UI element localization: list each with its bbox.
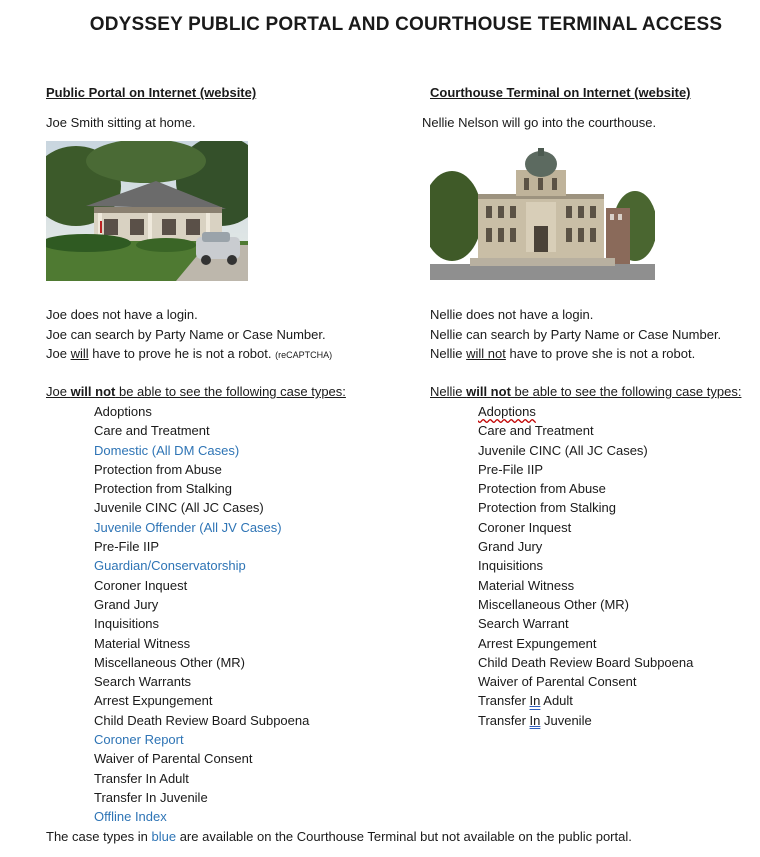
courthouse-case-type: Miscellaneous Other (MR) — [478, 596, 629, 612]
courthouse-terminal-heading: Courthouse Terminal on Internet (website) — [430, 85, 691, 100]
public-portal-case-type: Juvenile CINC (All JC Cases) — [94, 500, 264, 516]
nellie-search-line: Nellie can search by Party Name or Case Number. — [430, 327, 722, 342]
house-photo — [46, 141, 248, 281]
courthouse-case-type: Arrest Expungement — [478, 635, 597, 651]
public-portal-case-type: Protection from Abuse — [94, 461, 222, 477]
courthouse-image — [430, 146, 655, 280]
courthouse-case-type — [478, 402, 693, 421]
public-portal-case-type: Pre-File IIP — [94, 539, 160, 555]
footer-note — [46, 829, 632, 844]
public-portal-case-type: Grand Jury — [94, 596, 159, 612]
joe-case-types-heading — [46, 384, 346, 399]
courthouse-case-type: Waiver of Parental Consent — [478, 674, 637, 690]
nellie-robot-pre: Nellie — [430, 346, 467, 361]
public-portal-case-type: Guardian/Conservatorship — [94, 558, 246, 574]
joe-types-pre: Joe — [46, 384, 71, 399]
courthouse-case-type: Grand Jury — [478, 539, 543, 555]
courthouse-case-type-list — [478, 402, 693, 730]
courthouse-case-type: Child Death Review Board Subpoena — [478, 654, 694, 670]
joe-robot-will: will — [70, 346, 89, 361]
public-portal-case-type: Transfer In Adult — [94, 770, 189, 786]
public-portal-case-type: Transfer In Juvenile — [94, 789, 208, 805]
public-portal-case-type: Arrest Expungement — [94, 693, 213, 709]
public-portal-case-type: Child Death Review Board Subpoena — [94, 712, 310, 728]
courthouse-case-type: Coroner Inquest — [478, 519, 572, 535]
page-title: ODYSSEY PUBLIC PORTAL AND COURTHOUSE TERMINAL ACCESS — [89, 14, 723, 35]
public-portal-case-type: Inquisitions — [94, 616, 160, 632]
recaptcha-note: (reCAPTCHA) — [275, 350, 333, 360]
public-portal-case-type: Offline Index — [94, 809, 167, 825]
nellie-case-types-heading — [430, 384, 741, 399]
courthouse-case-type: Protection from Stalking — [478, 500, 617, 516]
public-portal-heading: Public Portal on Internet (website) — [46, 85, 257, 100]
joe-robot-pre: Joe — [46, 346, 71, 361]
footer-pre: The case types in — [46, 829, 152, 844]
joe-search-line: Joe can search by Party Name or Case Number. — [46, 327, 326, 342]
courthouse-case-type: Search Warrant — [478, 616, 569, 632]
courthouse-photo — [430, 146, 655, 280]
public-portal-case-type: Juvenile Offender (All JV Cases) — [94, 519, 282, 535]
public-portal-case-type: Material Witness — [94, 635, 191, 651]
joe-intro: Joe Smith sitting at home. — [46, 115, 196, 130]
public-portal-case-type: Protection from Stalking — [94, 481, 233, 497]
public-portal-case-type: Waiver of Parental Consent — [94, 751, 253, 767]
nellie-login-line: Nellie does not have a login. — [430, 307, 594, 322]
nellie-robot-willnot: will not — [466, 346, 506, 361]
nellie-robot-post: have to prove she is not a robot. — [505, 346, 696, 361]
public-portal-case-type: Adoptions — [94, 404, 152, 419]
courthouse-case-type: Material Witness — [478, 577, 575, 593]
courthouse-case-type: Transfer In Juvenile — [478, 712, 592, 728]
public-portal-case-type: Search Warrants — [94, 674, 192, 690]
joe-robot-post: have to prove he is not a robot. — [88, 346, 272, 361]
courthouse-case-type-label: Adoptions — [478, 404, 536, 419]
public-portal-case-type-list — [94, 402, 309, 827]
public-portal-case-type: Miscellaneous Other (MR) — [94, 654, 245, 670]
courthouse-case-type: Care and Treatment — [478, 423, 594, 439]
courthouse-case-type: Protection from Abuse — [478, 481, 606, 497]
courthouse-case-type: Transfer In Adult — [478, 693, 573, 709]
public-portal-case-type: Domestic (All DM Cases) — [94, 442, 240, 458]
joe-login-line: Joe does not have a login. — [46, 307, 198, 322]
nellie-types-pre: Nellie — [430, 384, 467, 399]
public-portal-case-type: Care and Treatment — [94, 423, 210, 439]
house-image — [46, 141, 248, 281]
public-portal-case-type: Coroner Inquest — [94, 577, 188, 593]
nellie-types-post: be able to see the following case types: — [510, 384, 742, 399]
footer-post: are available on the Courthouse Terminal but not available on the public portal. — [176, 829, 632, 844]
footer-blue-word: blue — [151, 829, 177, 844]
joe-types-post: be able to see the following case types: — [115, 384, 346, 399]
nellie-types-bold: will not — [466, 384, 511, 399]
nellie-intro: Nellie Nelson will go into the courthouse. — [422, 115, 657, 130]
nellie-robot-line — [430, 346, 695, 361]
public-portal-case-type: Coroner Report — [94, 732, 184, 748]
courthouse-case-type: Inquisitions — [478, 558, 544, 574]
courthouse-case-type: Juvenile CINC (All JC Cases) — [478, 442, 648, 458]
courthouse-case-type: Pre-File IIP — [478, 461, 544, 477]
joe-robot-line — [46, 346, 332, 361]
joe-types-bold: will not — [70, 384, 116, 399]
